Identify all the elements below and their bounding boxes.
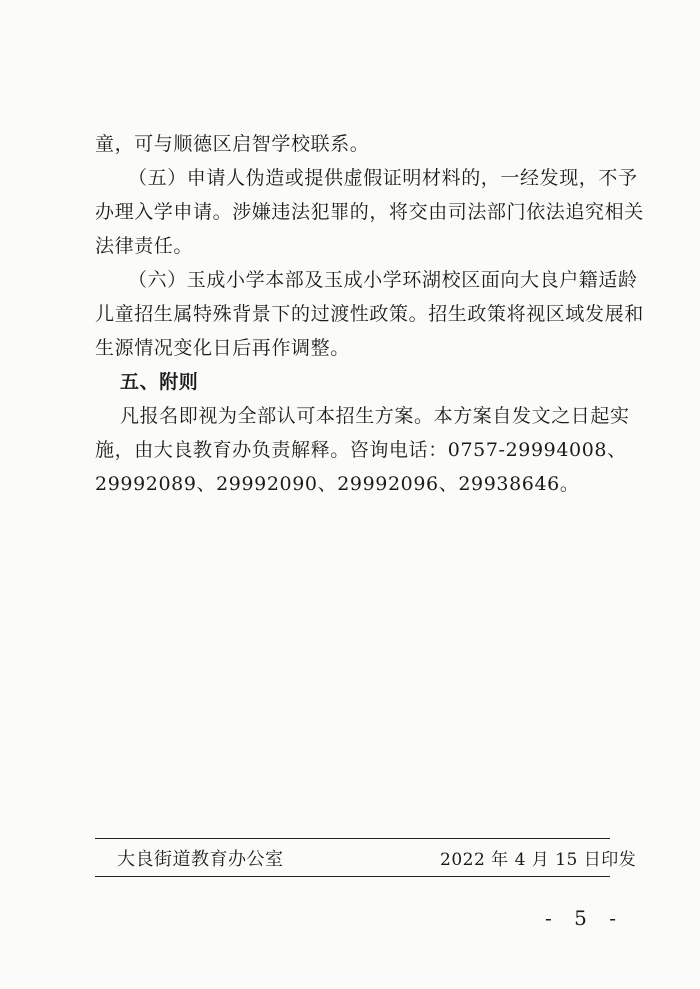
paragraph-six: [95, 263, 644, 365]
text-line: 29992089、29992090、29992096、29938646。: [95, 473, 580, 495]
text-line: 童，可与顺德区启智学校联系。: [95, 133, 370, 155]
issue-date: 2022 年 4 月 15 日印发: [440, 850, 637, 870]
text-line: 法律责任。: [95, 235, 194, 257]
text-line: 生源情况变化日后再作调整。: [95, 337, 350, 359]
issuer-name: 大良街道教育办公室: [117, 849, 284, 870]
text-line: 儿童招生属特殊背景下的过渡性政策。招生政策将视区域发展和: [95, 303, 644, 325]
footer-bottom-rule: [95, 876, 610, 877]
text-line: （五）申请人伪造或提供虚假证明材料的，一经发现，不予: [128, 167, 638, 189]
section-heading: 五、附则: [120, 371, 199, 393]
paragraph-intro: [95, 127, 610, 161]
page-number: - 5 -: [545, 906, 624, 930]
paragraph-appendix: [95, 399, 630, 501]
text-line: 办理入学申请。涉嫌违法犯罪的，将交由司法部门依法追究相关: [95, 201, 644, 223]
text-line: 凡报名即视为全部认可本招生方案。本方案自发文之日起实: [120, 405, 630, 427]
text-line: 施，由大良教育办负责解释。咨询电话：0757-29994008、: [95, 439, 627, 461]
paragraph-five: [95, 161, 644, 263]
text-line: （六）玉成小学本部及玉成小学环湖校区面向大良户籍适龄: [128, 269, 638, 291]
footer-top-rule: [95, 838, 610, 839]
